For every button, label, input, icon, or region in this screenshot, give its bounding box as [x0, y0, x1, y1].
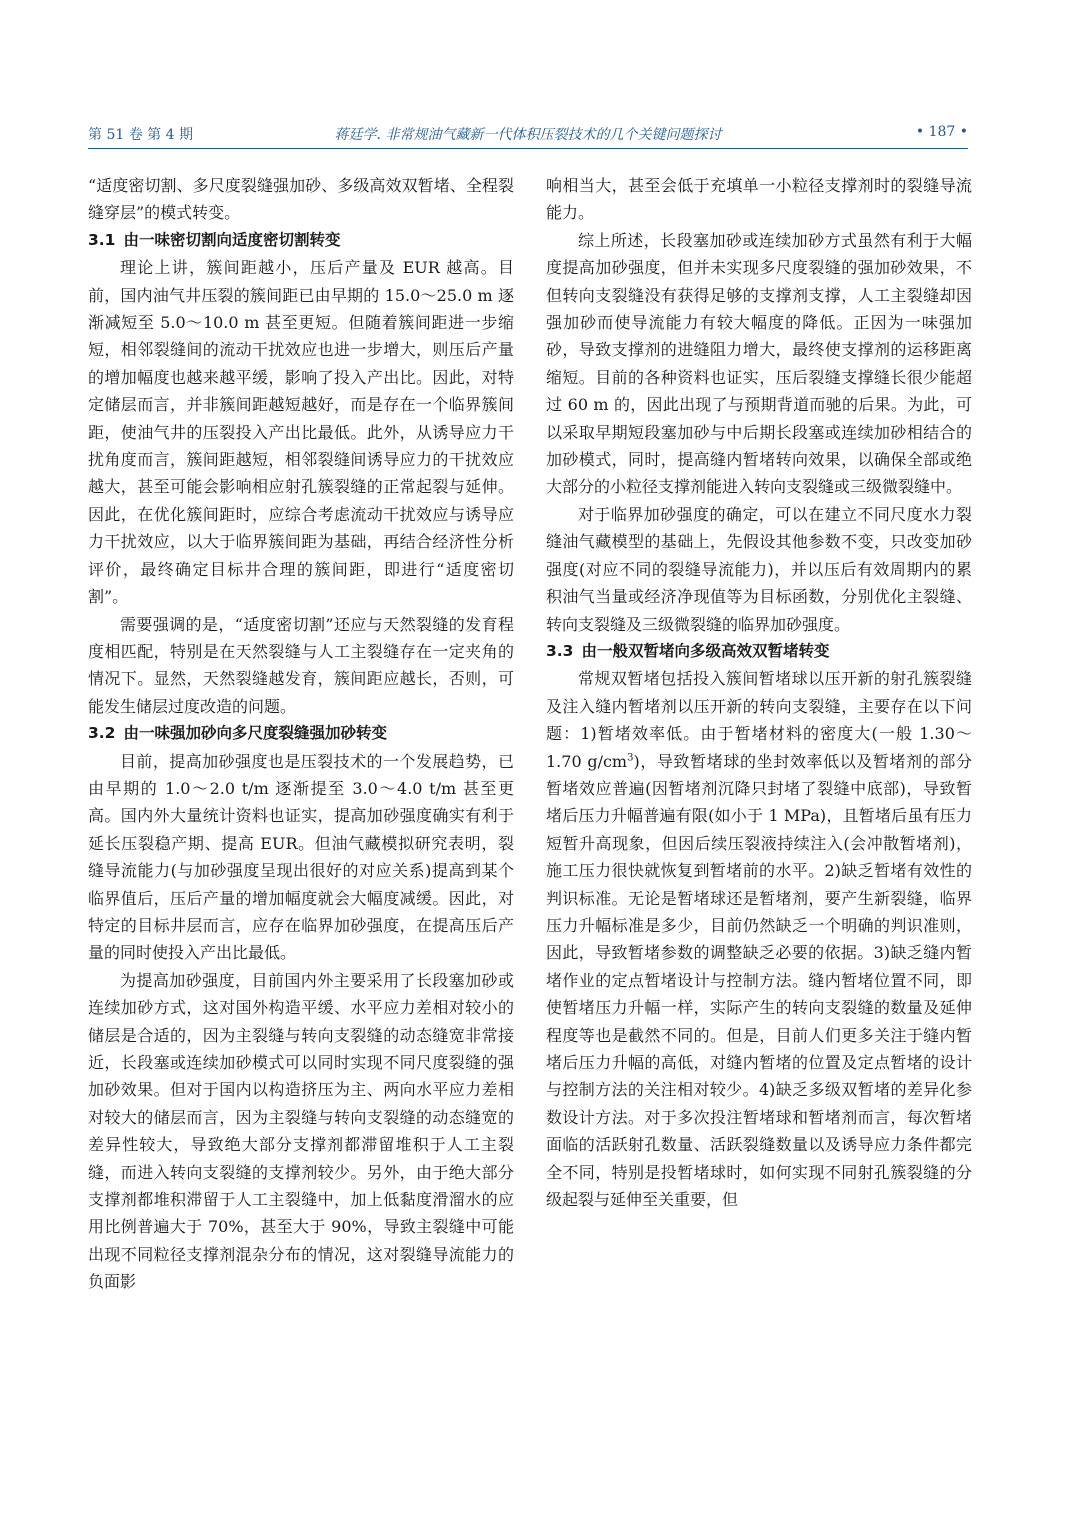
page-number: • 187 •	[915, 124, 968, 140]
section-title: 由一味密切割向适度密切割转变	[123, 230, 341, 249]
article-running-title: 蒋廷学. 非常规油气藏新一代体积压裂技术的几个关键问题探讨	[334, 127, 722, 143]
paragraph: 综上所述，长段塞加砂或连续加砂方式虽然有利于大幅度提高加砂强度，但并未实现多尺度裂缝的强加砂效果，不但转向支裂缝没有获得足够的支撑剂支撑，人工主裂缝却因强加砂而使导流能力有较大幅度的降低。正因为一味强加砂，导致支撑剂的进缝阻力增大，最终使支撑剂的运移距离缩短。目前的各种资料也证实，压后裂缝支撑缝长很少能超过 60 m 的，因此出现了与预期背道而驰的后果。为此，可以采取早期短段塞加砂与中后期长段塞或连续加砂相结合的加砂模式，同时，提高缝内暂堵转向效果，以确保全部或绝大部分的小粒径支撑剂能进入转向支裂缝或三级微裂缝中。	[546, 230, 972, 497]
paragraph: 为提高加砂强度，目前国内外主要采用了长段塞加砂或连续加砂方式，这对国外构造平缓、水平应力差相对较小的储层是合适的，因为主裂缝与转向支裂缝的动态缝宽非常接近，长段塞或连续加砂模式可以同时实现不同尺度裂缝的强加砂效果。但对于国内以构造挤压为主、两向水平应力差相对较大的储层而言，因为主裂缝与转向支裂缝的动态缝宽的差异性较大，导致绝大部分支撑剂都滞留堆积于人工主裂缝，而进入转向支裂缝的支撑剂较少。另外，由于绝大部分支撑剂都堆积滞留于人工主裂缝中，加上低黏度滑溜水的应用比例普遍大于 70%，甚至大于 90%，导致主裂缝中可能出现不同粒径支撑剂混杂分布的情况，这对裂缝导流能力的负面影	[88, 970, 514, 1292]
section-heading-3-1	[88, 227, 514, 254]
right-column	[546, 172, 972, 1213]
section-number: 3.1	[88, 230, 116, 249]
running-header	[88, 124, 968, 146]
paragraph: 需要强调的是，“适度密切割”还应与天然裂缝的发育程度相匹配，特别是在天然裂缝与人工主裂缝存在一定夹角的情况下。显然，天然裂缝越发育，簇间距应越长，否则，可能发生储层过度改造的问题。	[88, 614, 514, 716]
paragraph: 对于临界加砂强度的确定，可以在建立不同尺度水力裂缝油气藏模型的基础上，先假设其他参数不变，只改变加砂强度(对应不同的裂缝导流能力)，并以压后有效周期内的累积油气当量或经济净现值等为目标函数，分别优化主裂缝、转向支裂缝及三级微裂缝的临界加砂强度。	[546, 504, 972, 634]
section-heading-3-2	[88, 720, 514, 747]
paragraph-continued: “适度密切割、多尺度裂缝强加砂、多级高效双暂堵、全程裂缝穿层”的模式转变。	[88, 176, 514, 223]
superscript: 3	[627, 752, 634, 764]
section-number: 3.2	[88, 724, 116, 743]
header-rule	[88, 148, 968, 149]
text-run: 常规双暂堵包括投入簇间暂堵球以压开新的射孔簇裂缝及注入缝内暂堵剂以压开新的转向支裂缝，主要存在以下问题：1)暂堵效率低。由于暂堵材料的密度大(一般 1.30～1.70 g/cm	[546, 669, 972, 771]
section-title: 由一味强加砂向多尺度裂缝强加砂转变	[123, 724, 387, 743]
paragraph: 理论上讲，簇间距越小，压后产量及 EUR 越高。目前，国内油气井压裂的簇间距已由早期的 15.0～25.0 m 逐渐减短至 5.0～10.0 m 甚至更短。但随着簇间距进一步缩短，相邻裂缝间的流动干扰效应也进一步增大，则压后产量的增加幅度也越来越平缓，影响了投入产出比。因此，对特定储层而言，并非簇间距越短越好，而是存在一个临界簇间距，使油气井的压裂投入产出比最低。此外，从诱导应力干扰角度而言，簇间距越短，相邻裂缝间诱导应力的干扰效应越大，甚至可能会影响相应射孔簇裂缝的正常起裂与延伸。因此，在优化簇间距时，应综合考虑流动干扰效应与诱导应力干扰效应，以大于临界簇间距为基础，再结合经济性分析评价，最终确定目标井合理的簇间距，即进行“适度密切割”。	[88, 258, 514, 607]
paragraph-continued: 响相当大，甚至会低于充填单一小粒径支撑剂时的裂缝导流能力。	[546, 176, 972, 223]
section-title: 由一般双暂堵向多级高效双暂堵转变	[581, 641, 830, 660]
paragraph: 目前，提高加砂强度也是压裂技术的一个发展趋势，已由早期的 1.0～2.0 t/m 逐渐提至 3.0～4.0 t/m 甚至更高。国内外大量统计资料也证实，提高加砂强度确实有利于延长压裂稳产期、提高 EUR。但油气藏模拟研究表明，裂缝导流能力(与加砂强度呈现出很好的对应关系)提高到某个临界值后，压后产量的增加幅度就会大幅度减缓。因此，对特定的目标井层而言，应存在临界加砂强度，在提高压后产量的同时使投入产出比最低。	[88, 751, 514, 963]
section-number: 3.3	[546, 641, 574, 660]
left-column	[88, 172, 514, 1296]
journal-volume-issue: 第 51 卷 第 4 期	[88, 127, 193, 143]
text-run: )，导致暂堵球的坐封效率低以及暂堵剂的部分暂堵效应普遍(因暂堵剂沉降只封堵了裂缝中底部)，导致暂堵后压力升幅普遍有限(如小于 1 MPa)，且暂堵后虽有压力短暂升高现象，但因后续压裂液持续注入(会冲散暂堵剂)，施工压力很快就恢复到暂堵前的水平。2)缺乏暂堵有效性的判识标准。无论是暂堵球还是暂堵剂，要产生新裂缝，临界压力升幅标准是多少，目前仍然缺乏一个明确的判识准则，因此，导致暂堵参数的调整缺乏必要的依据。3)缺乏缝内暂堵作业的定点暂堵设计与控制方法。缝内暂堵位置不同，即使暂堵压力升幅一样，实际产生的转向支裂缝的数量及延伸程度等也是截然不同的。但是，目前人们更多关注于缝内暂堵后压力升幅的高低，对缝内暂堵的位置及定点暂堵的设计与控制方法的关注相对较少。4)缺乏多级双暂堵的差异化参数设计方法。对于多次投注暂堵球和暂堵剂而言，每次暂堵面临的活跃射孔数量、活跃裂缝数量以及诱导应力条件都完全不同，特别是投暂堵球时，如何实现不同射孔簇裂缝的分级起裂与延伸至关重要，但	[546, 751, 972, 1210]
paragraph	[546, 665, 972, 1213]
section-heading-3-3	[546, 638, 972, 665]
